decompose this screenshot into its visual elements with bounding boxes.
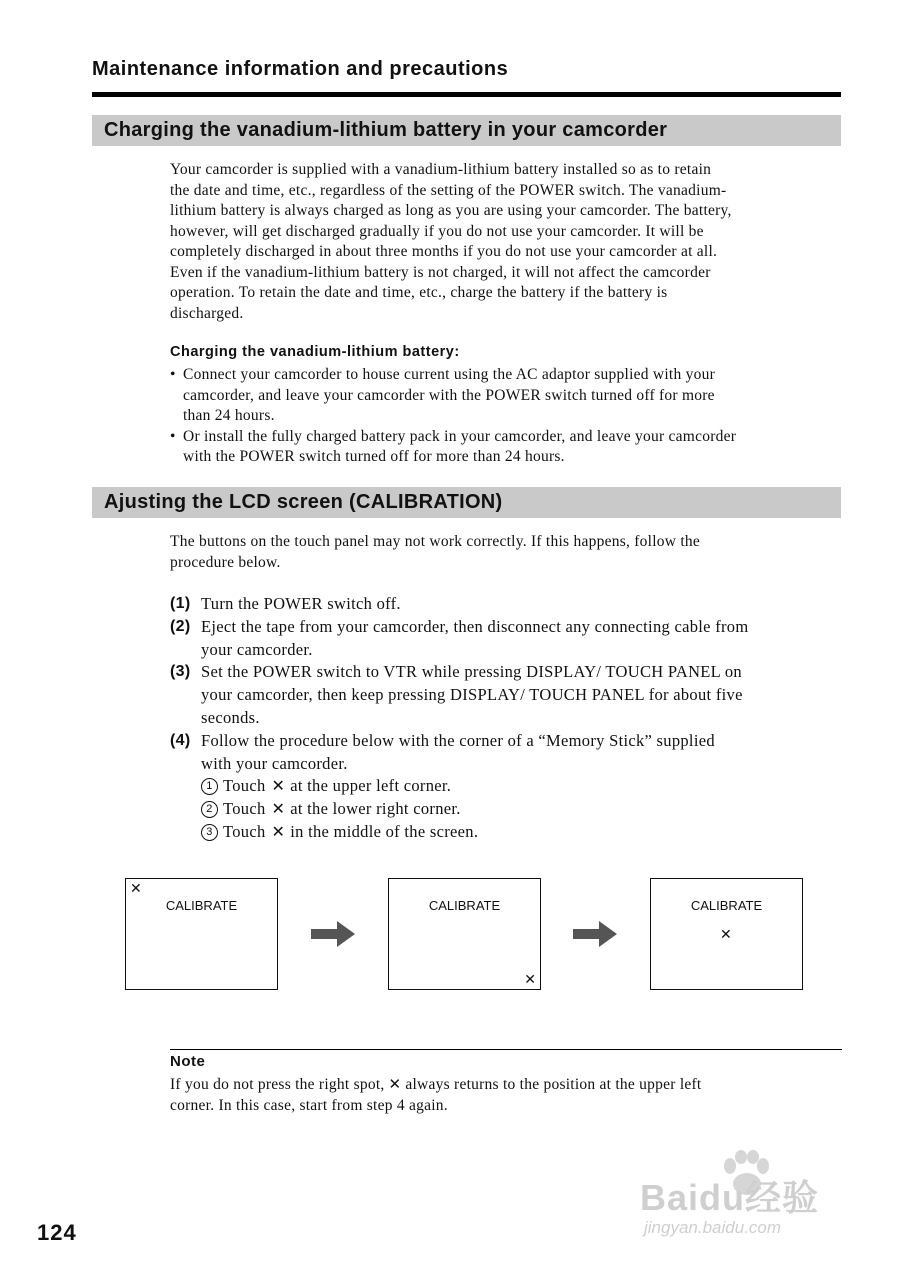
step-line: Follow the procedure below with the corner of a “Memory Stick” supplied xyxy=(201,730,715,750)
section-title-battery: Charging the vanadium-lithium battery in your camcorder xyxy=(92,115,841,146)
calibrate-screen-1 xyxy=(125,878,278,990)
bullet-dot: • xyxy=(170,427,176,445)
bullet-line: Or install the fully charged battery pack in your camcorder, and leave your camcorder xyxy=(183,427,737,445)
arrow-right-icon xyxy=(311,921,355,947)
note-text-before: If you do not press the right spot, xyxy=(170,1076,385,1093)
cross-mark-icon: ✕ xyxy=(130,881,142,897)
step-item xyxy=(170,616,842,662)
charging-bullet-list xyxy=(170,365,842,468)
calibrate-label: CALIBRATE xyxy=(428,898,501,913)
step-line: with your camcorder. xyxy=(201,753,348,773)
bullet-line: with the POWER switch turned off for more than 24 hours. xyxy=(183,448,565,465)
calibrate-screen-3 xyxy=(650,878,803,990)
intro-line: procedure below. xyxy=(170,553,281,571)
header-rule xyxy=(92,92,841,97)
step-number: (2) xyxy=(170,617,191,635)
circled-number: 1 xyxy=(201,778,218,795)
watermark xyxy=(640,1150,860,1250)
calibrate-label: CALIBRATE xyxy=(690,898,763,913)
calibrate-screen-2 xyxy=(388,878,541,990)
list-item xyxy=(170,365,842,427)
calibration-intro xyxy=(170,532,842,573)
substep-item xyxy=(201,798,842,821)
paragraph-line: completely discharged in about three months if you do not use your camcorder at all. xyxy=(170,243,718,260)
cross-mark-icon: ✕ xyxy=(271,776,286,796)
paragraph-line: Even if the vanadium-lithium battery is not charged, it will not affect the camcorder xyxy=(170,263,711,281)
substep-prefix: Touch xyxy=(223,799,266,819)
list-item xyxy=(170,427,842,468)
watermark-logo: Baidu经验 xyxy=(640,1177,820,1218)
bullet-line: Connect your camcorder to house current using the AC adaptor supplied with your xyxy=(183,366,715,383)
paragraph-line: however, will get discharged gradually if you do not use your camcorder. It will be xyxy=(170,222,704,240)
note-text-after: always returns to the position at the upper left xyxy=(405,1076,702,1093)
step-line: Eject the tape from your camcorder, then disconnect any connecting cable from xyxy=(201,616,749,636)
circled-number: 2 xyxy=(201,801,218,818)
watermark-url: jingyan.baidu.com xyxy=(644,1218,782,1237)
step-line: your camcorder. xyxy=(201,639,313,659)
note-heading: Note xyxy=(170,1053,206,1070)
intro-line: The buttons on the touch panel may not work correctly. If this happens, follow the xyxy=(170,533,701,550)
note-line: corner. In this case, start from step 4 again. xyxy=(170,1096,448,1114)
cross-mark-icon: ✕ xyxy=(720,927,732,943)
paragraph-line: lithium battery is always charged as long as you are using your camcorder. The battery, xyxy=(170,202,732,219)
note-text xyxy=(170,1074,842,1116)
page-number: 124 xyxy=(37,1220,77,1245)
calibrate-label: CALIBRATE xyxy=(165,898,238,913)
arrow-right-icon xyxy=(573,921,617,947)
paragraph-line: discharged. xyxy=(170,304,244,322)
page-header-title: Maintenance information and precautions xyxy=(92,58,509,80)
substep-item xyxy=(201,775,842,798)
battery-paragraph xyxy=(170,160,842,324)
substep-suffix: in the middle of the screen. xyxy=(290,821,479,841)
section-title-calibration: Ajusting the LCD screen (CALIBRATION) xyxy=(92,487,841,518)
bullet-line: than 24 hours. xyxy=(183,407,275,424)
step-line: your camcorder, then keep pressing DISPLAY/ TOUCH PANEL for about five xyxy=(201,685,743,705)
substep-prefix: Touch xyxy=(223,821,266,841)
step-item xyxy=(170,593,842,616)
step-line: Set the POWER switch to VTR while pressing DISPLAY/ TOUCH PANEL on xyxy=(201,662,742,682)
charging-subheading: Charging the vanadium-lithium battery: xyxy=(170,344,460,360)
calibration-steps xyxy=(170,593,842,844)
cross-mark-icon: ✕ xyxy=(271,821,286,841)
substep-prefix: Touch xyxy=(223,776,266,796)
note-line xyxy=(170,1074,842,1096)
paragraph-line: Your camcorder is supplied with a vanadium-lithium battery installed so as to retain xyxy=(170,161,712,178)
paragraph-line: operation. To retain the date and time, etc., charge the battery if the battery is xyxy=(170,284,668,301)
step-number: (4) xyxy=(170,731,191,749)
cross-mark-icon: ✕ xyxy=(388,1075,402,1093)
cross-mark-icon: ✕ xyxy=(524,972,536,988)
substep-item xyxy=(201,821,842,844)
substep-suffix: at the lower right corner. xyxy=(290,799,461,819)
step-number: (3) xyxy=(170,663,191,681)
step-item xyxy=(170,661,842,729)
substep-suffix: at the upper left corner. xyxy=(290,776,452,796)
paragraph-line: the date and time, etc., regardless of the setting of the POWER switch. The vanadium- xyxy=(170,181,727,199)
bullet-line: camcorder, and leave your camcorder with the POWER switch turned off for more xyxy=(183,386,715,404)
cross-mark-icon: ✕ xyxy=(271,799,286,819)
step-line: Turn the POWER switch off. xyxy=(201,594,401,613)
step-number: (1) xyxy=(170,595,191,612)
note-rule xyxy=(170,1049,842,1050)
circled-number: 3 xyxy=(201,824,218,841)
step-item xyxy=(170,730,842,844)
bullet-dot: • xyxy=(170,366,176,383)
step-line: seconds. xyxy=(201,707,260,727)
